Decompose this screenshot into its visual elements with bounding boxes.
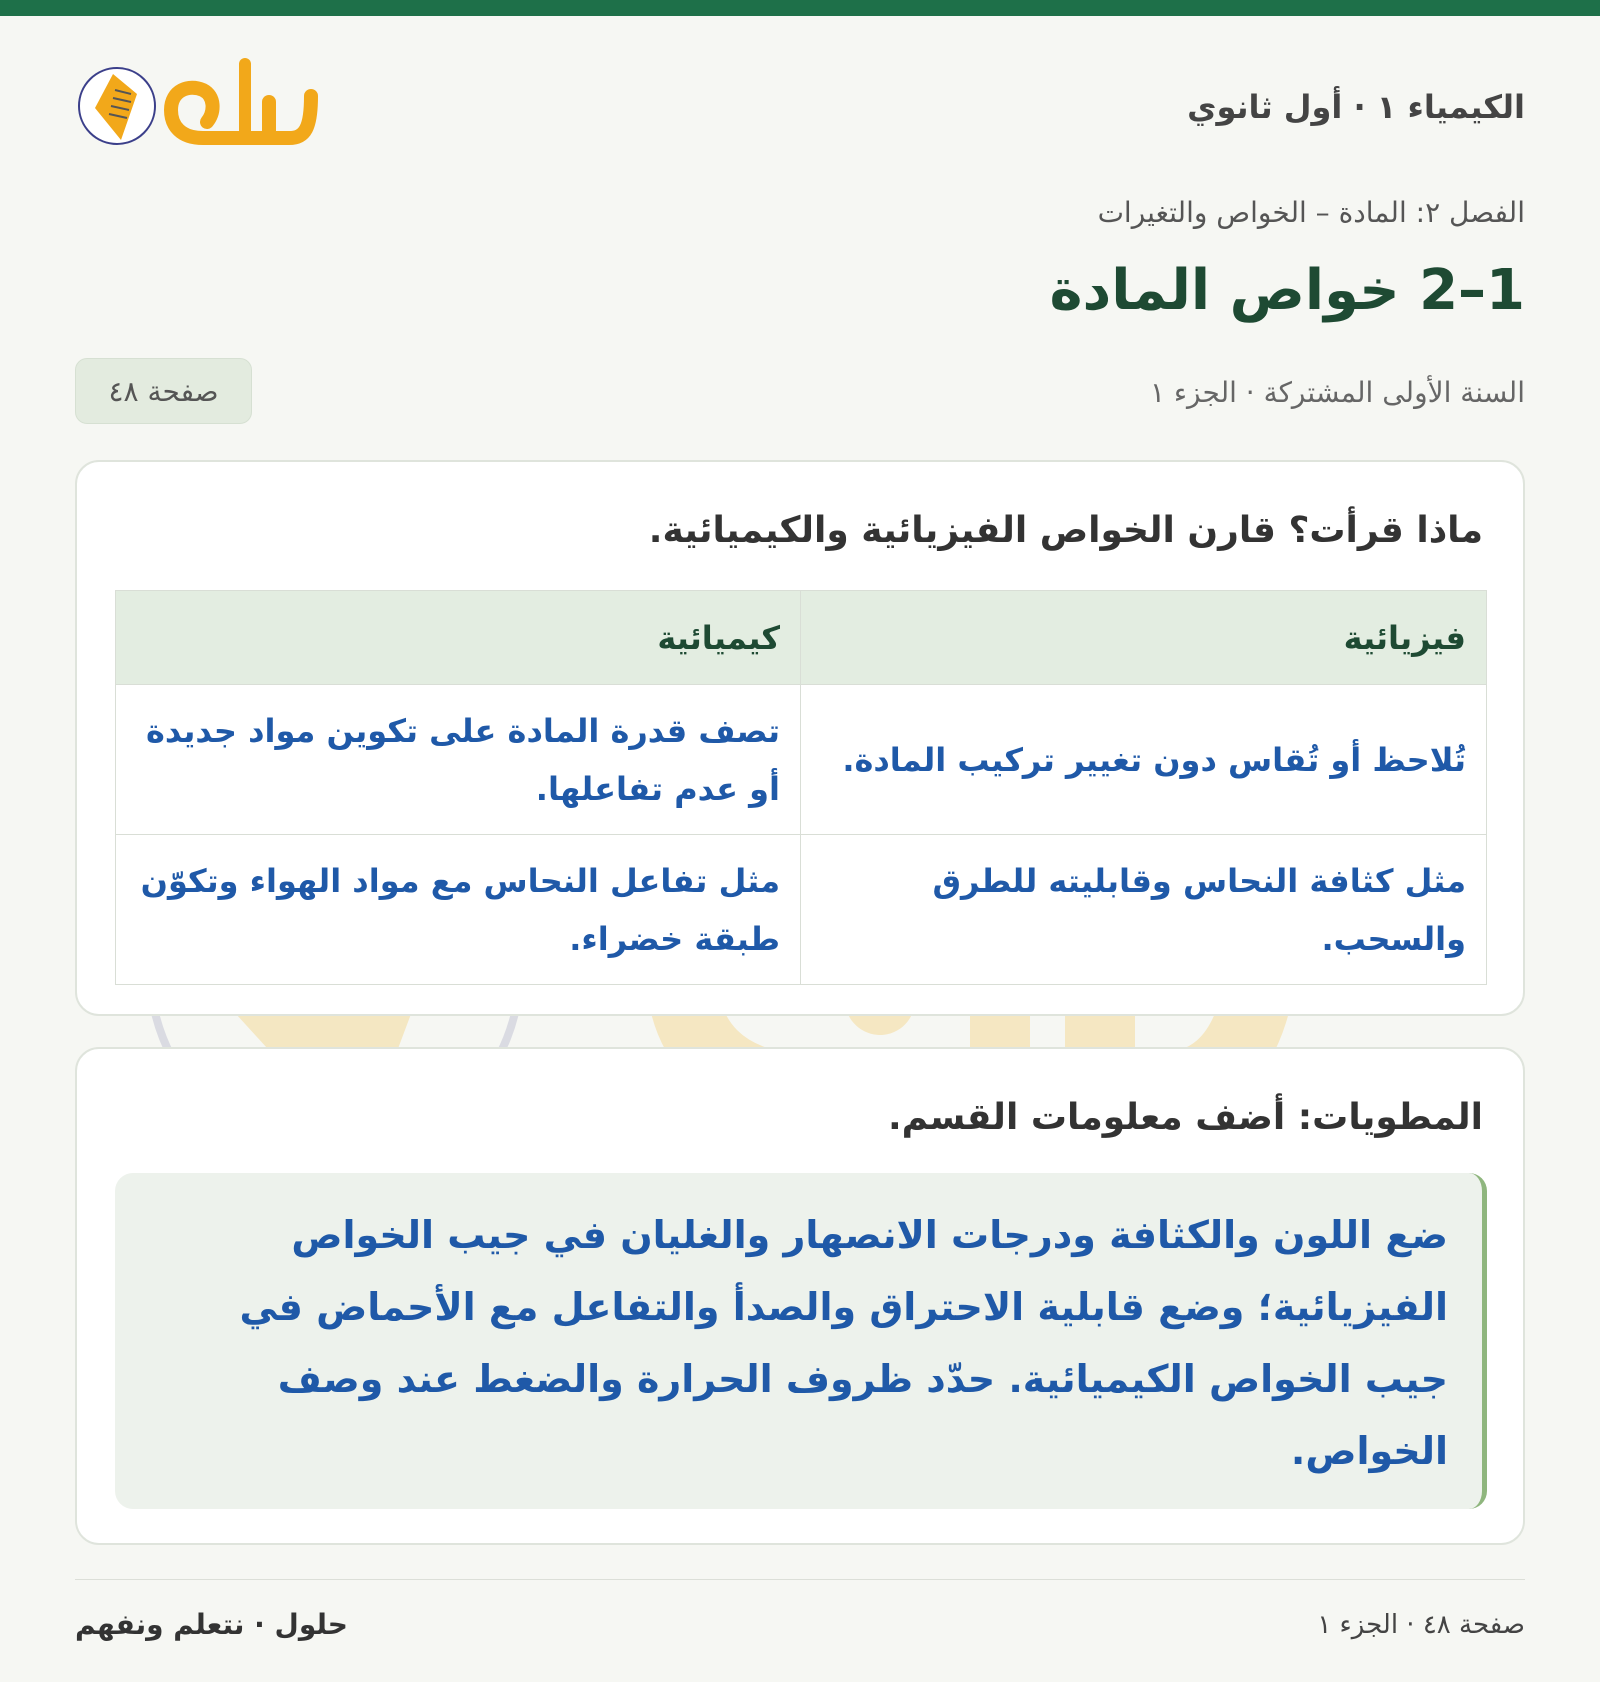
table-row [116,835,1487,985]
brand-logo[interactable] [75,56,335,166]
answer-box: ضع اللون والكثافة ودرجات الانصهار والغليان في جيب الخواص الفيزيائية؛ وضع قابلية الاحتراق والصدأ والتفاعل مع الأحماض في جيب الخواص الكيميائية. حدّد ظروف الحرارة والضغط عند وصف الخواص. [115,1173,1487,1509]
question-card-foldables [75,1047,1525,1545]
page-header [75,56,1525,166]
table-row [116,685,1487,835]
comparison-table [115,590,1487,985]
table-cell: مثل كثافة النحاس وقابليته للطرق والسحب. [801,835,1487,985]
top-accent-bar [0,0,1600,16]
footer-brand: حلول · نتعلم ونفهم [75,1608,348,1641]
course-title: الكيمياء ١ · أول ثانوي [1187,88,1525,126]
footer-divider [75,1579,1525,1580]
page-number-badge: صفحة ٤٨ [75,358,252,424]
table-cell: مثل تفاعل النحاس مع مواد الهواء وتكوّن طبقة خضراء. [116,835,801,985]
footer-page-info: صفحة ٤٨ · الجزء ١ [1317,1610,1525,1640]
table-header-row [116,591,1487,685]
column-header-chemical: كيميائية [116,591,801,685]
course-meta: السنة الأولى المشتركة · الجزء ١ [1149,376,1525,409]
column-header-physical: فيزيائية [801,591,1487,685]
question-title: المطويات: أضف معلومات القسم. [887,1097,1483,1138]
question-title: ماذا قرأت؟ قارن الخواص الفيزيائية والكيميائية. [648,510,1483,551]
lesson-title: 1–2 خواص المادة [1049,258,1525,323]
table-cell: تصف قدرة المادة على تكوين مواد جديدة أو عدم تفاعلها. [116,685,801,835]
table-cell: تُلاحظ أو تُقاس دون تغيير تركيب المادة. [801,685,1487,835]
question-card-compare [75,460,1525,1016]
chapter-breadcrumb: الفصل ٢: المادة – الخواص والتغيرات [1097,196,1525,229]
